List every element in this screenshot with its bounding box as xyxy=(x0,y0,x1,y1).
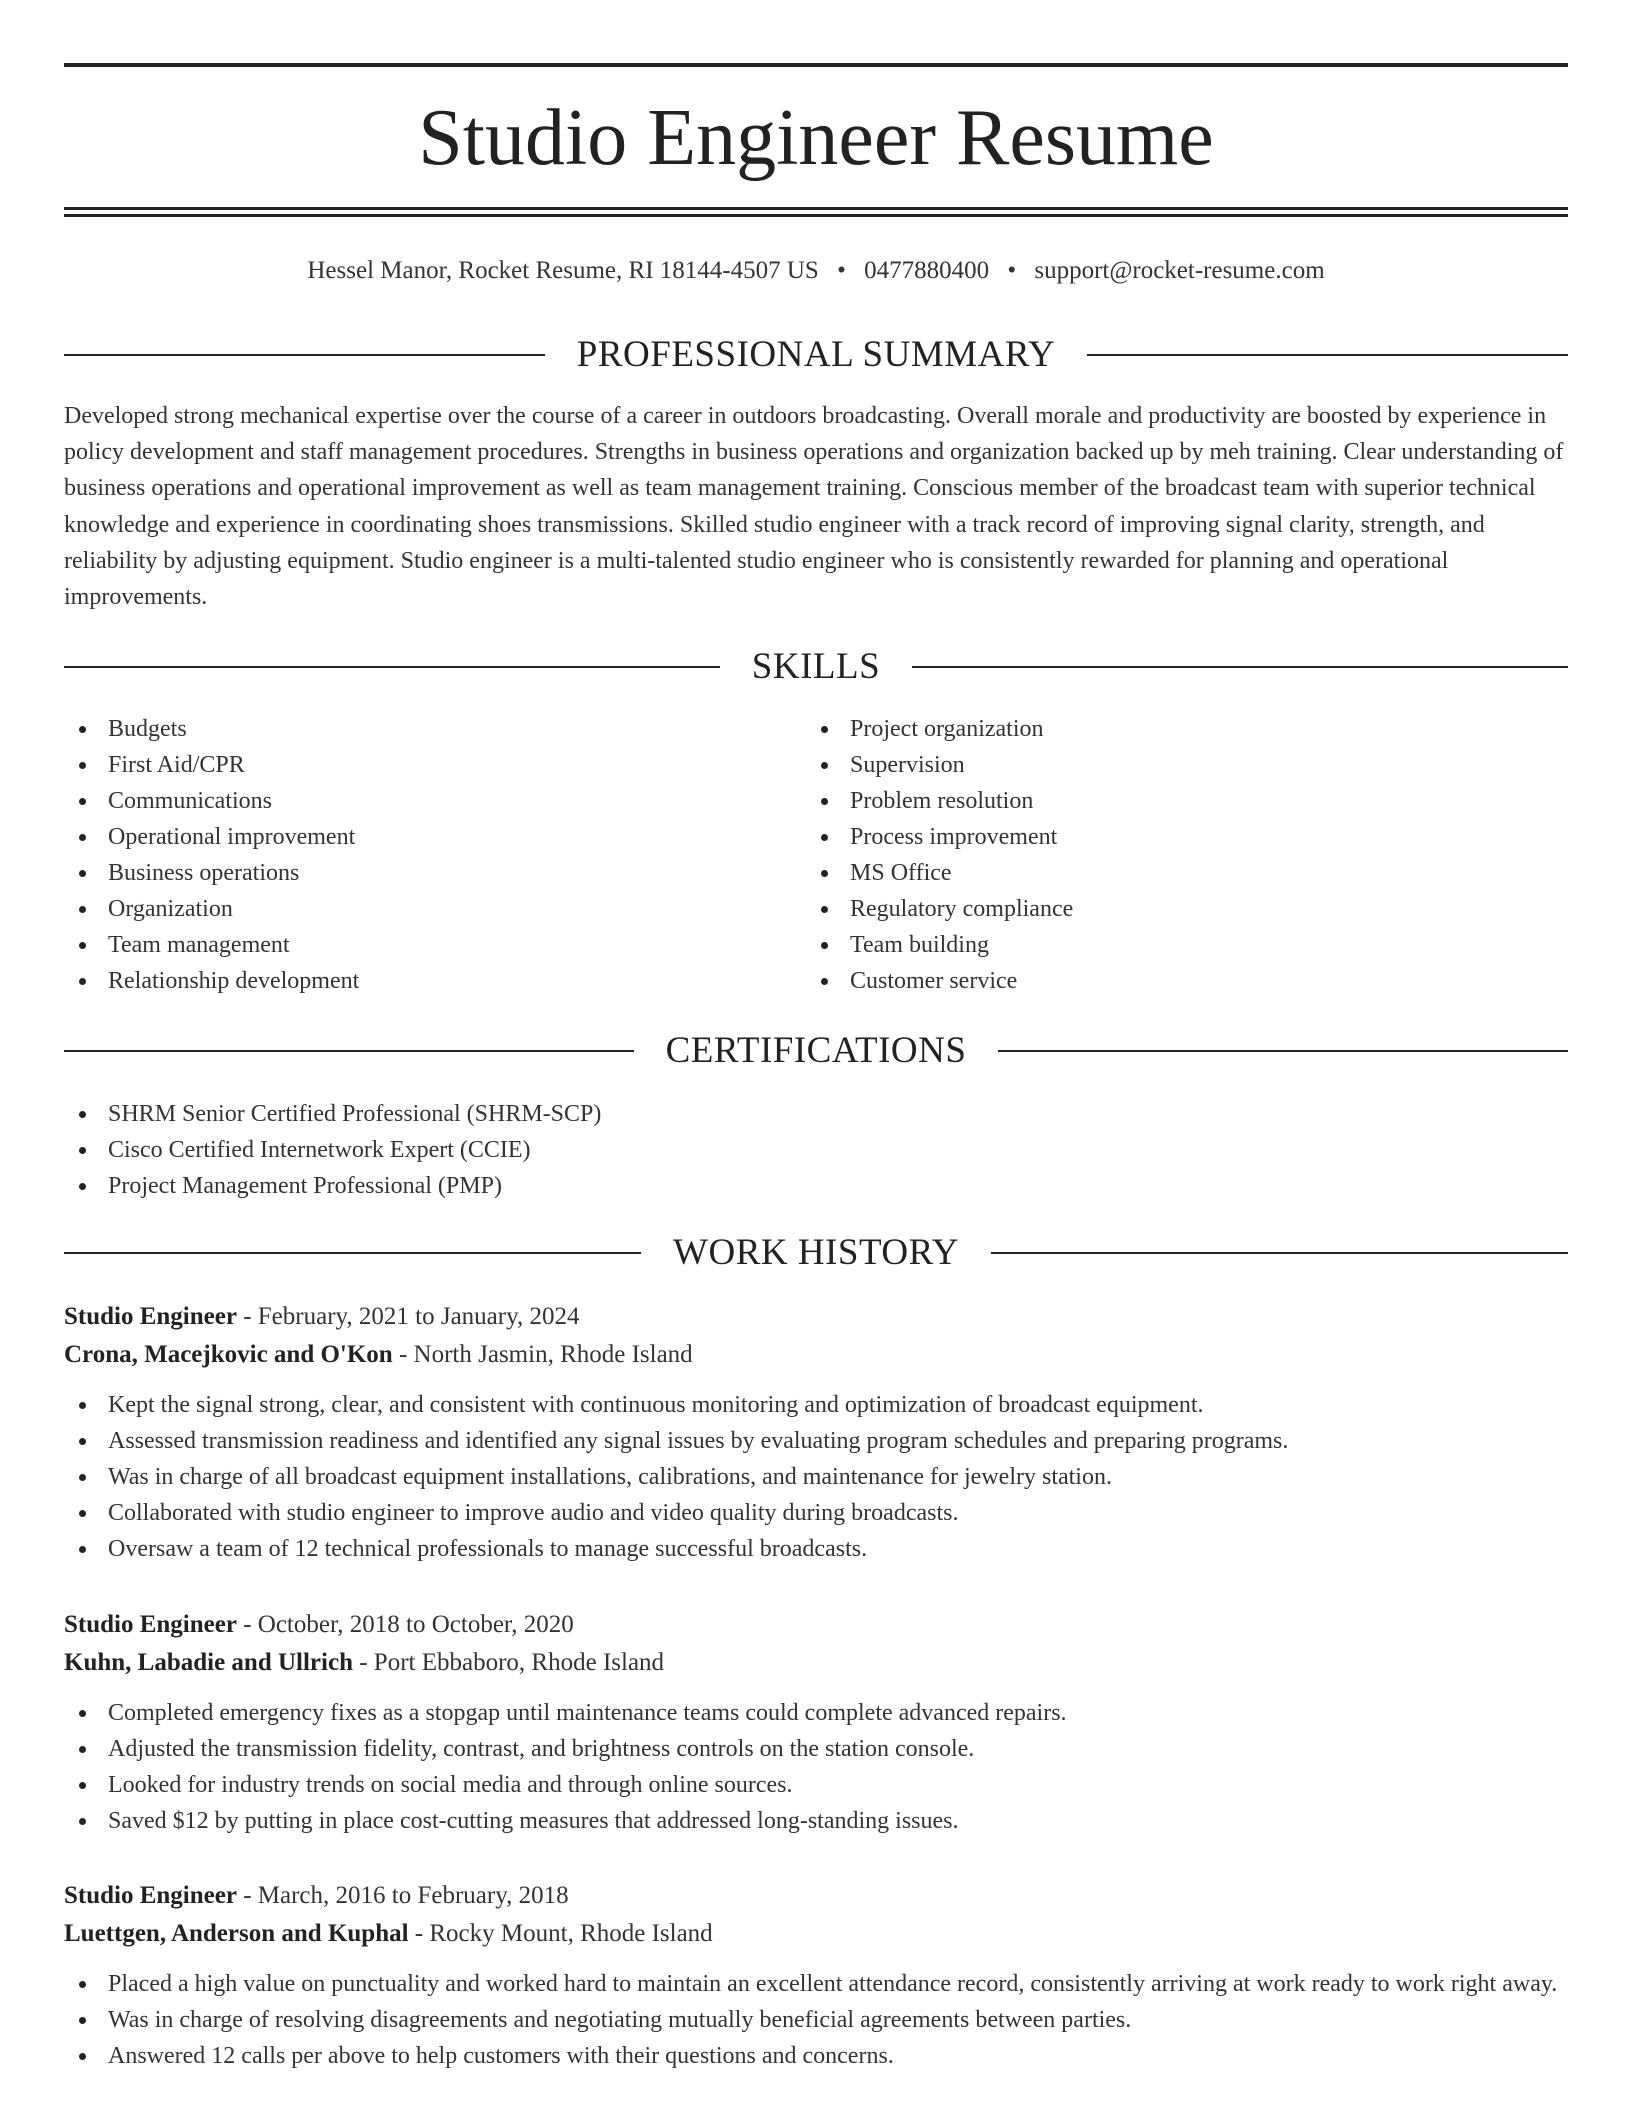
skill-item: Project organization xyxy=(806,711,1506,747)
job-dates: - March, 2016 to February, 2018 xyxy=(236,1882,569,1909)
job-company-line xyxy=(64,1915,1568,1953)
skill-item: Budgets xyxy=(64,711,764,747)
skill-item: Process improvement xyxy=(806,819,1506,855)
contact-email: support@rocket-resume.com xyxy=(1034,257,1325,284)
job-location: - Rocky Mount, Rhode Island xyxy=(408,1920,713,1947)
job-location: - Port Ebbaboro, Rhode Island xyxy=(352,1649,665,1676)
heading-rule xyxy=(998,1050,1568,1052)
skill-item: Communications xyxy=(64,783,764,819)
job-bullet: Assessed transmission readiness and identified any signal issues by evaluating program schedules and preparing programs. xyxy=(64,1423,1568,1459)
section-heading-summary xyxy=(64,333,1568,377)
job-bullet: Adjusted the transmission fidelity, contrast, and brightness controls on the station console. xyxy=(64,1731,1568,1767)
skill-item: Team management xyxy=(64,927,764,963)
job-company-line xyxy=(64,1336,1568,1374)
job-title: Studio Engineer xyxy=(64,1611,237,1638)
certification-item: Cisco Certified Internetwork Expert (CCIE) xyxy=(64,1132,1568,1168)
section-title: WORK HISTORY xyxy=(673,1232,959,1273)
section-heading-skills xyxy=(64,645,1568,689)
certification-item: Project Management Professional (PMP) xyxy=(64,1168,1568,1204)
heading-rule xyxy=(64,1050,634,1052)
certifications-list xyxy=(64,1096,1568,1204)
contact-separator: • xyxy=(837,257,846,284)
skill-item: Organization xyxy=(64,891,764,927)
heading-rule xyxy=(1087,354,1568,356)
top-rule xyxy=(64,63,1568,67)
skills-list-right xyxy=(806,711,1506,999)
contact-separator: • xyxy=(1007,257,1017,284)
job-bullet: Collaborated with studio engineer to improve audio and video quality during broadcasts. xyxy=(64,1495,1568,1531)
job-title: Studio Engineer xyxy=(64,1882,237,1909)
job-bullet: Saved $12 by putting in place cost-cutting measures that addressed long-standing issues. xyxy=(64,1803,1568,1839)
job-dates: - February, 2021 to January, 2024 xyxy=(236,1303,580,1330)
job-bullet: Completed emergency fixes as a stopgap until maintenance teams could complete advanced repairs. xyxy=(64,1695,1568,1731)
job-title-line xyxy=(64,1877,1568,1915)
section-heading-certifications xyxy=(64,1029,1568,1073)
job-bullet: Answered 12 calls per above to help customers with their questions and concerns. xyxy=(64,2038,1568,2074)
job-company: Kuhn, Labadie and Ullrich xyxy=(64,1649,353,1676)
title-double-rule xyxy=(64,207,1568,217)
job-bullet: Was in charge of all broadcast equipment installations, calibrations, and maintenance for jewelry station. xyxy=(64,1459,1568,1495)
heading-rule xyxy=(64,1252,641,1254)
skills-list-left xyxy=(64,711,764,999)
job-bullets xyxy=(64,1966,1568,2074)
heading-rule xyxy=(64,354,545,356)
job-bullet: Placed a high value on punctuality and worked hard to maintain an excellent attendance record, consistently arriving at work ready to work right away. xyxy=(64,1966,1568,2002)
skill-item: MS Office xyxy=(806,855,1506,891)
job-bullet: Oversaw a team of 12 technical professionals to manage successful broadcasts. xyxy=(64,1531,1568,1567)
job-company: Luettgen, Anderson and Kuphal xyxy=(64,1920,409,1947)
skill-item: Customer service xyxy=(806,963,1506,999)
job-entry xyxy=(64,1877,1568,2074)
skill-item: Relationship development xyxy=(64,963,764,999)
section-title: PROFESSIONAL SUMMARY xyxy=(576,334,1056,375)
heading-rule xyxy=(991,1252,1568,1254)
heading-rule xyxy=(912,666,1568,668)
contact-address: Hessel Manor, Rocket Resume, RI 18144-4507 US xyxy=(307,257,819,284)
skill-item: Supervision xyxy=(806,747,1506,783)
heading-rule xyxy=(64,666,720,668)
job-company-line xyxy=(64,1644,1568,1682)
section-title: SKILLS xyxy=(751,646,881,687)
skill-item: Operational improvement xyxy=(64,819,764,855)
section-heading-work-history xyxy=(64,1231,1568,1275)
section-title: CERTIFICATIONS xyxy=(665,1030,967,1071)
job-entry xyxy=(64,1606,1568,1839)
job-bullets xyxy=(64,1695,1568,1839)
job-bullet: Was in charge of resolving disagreements and negotiating mutually beneficial agreements between parties. xyxy=(64,2002,1568,2038)
certification-item: SHRM Senior Certified Professional (SHRM-SCP) xyxy=(64,1096,1568,1132)
job-title: Studio Engineer xyxy=(64,1303,237,1330)
summary-text: Developed strong mechanical expertise over the course of a career in outdoors broadcasting. Overall morale and productivity are boosted by experience in policy development and staff management procedures. Strengths in business operations and organization backed up by meh training. Clear understanding of business operations and operational improvement as well as team management training. Conscious member of the broadcast team with superior technical knowledge and experience in coordinating shoes transmissions. Skilled studio engineer with a track record of improving signal clarity, strength, and reliability by adjusting equipment. Studio engineer is a multi-talented studio engineer who is consistently rewarded for planning and operational improvements. xyxy=(64,403,1564,611)
contact-phone: 0477880400 xyxy=(864,257,990,284)
skill-item: Problem resolution xyxy=(806,783,1506,819)
job-bullets xyxy=(64,1387,1568,1567)
skill-item: Regulatory compliance xyxy=(806,891,1506,927)
job-entry xyxy=(64,1298,1568,1567)
job-location: - North Jasmin, Rhode Island xyxy=(392,1341,693,1368)
skill-item: Team building xyxy=(806,927,1506,963)
job-dates: - October, 2018 to October, 2020 xyxy=(236,1611,574,1638)
job-company: Crona, Macejkovic and O'Kon xyxy=(64,1341,393,1368)
contact-line xyxy=(64,254,1568,288)
job-title-line xyxy=(64,1298,1568,1336)
skill-item: Business operations xyxy=(64,855,764,891)
job-bullet: Looked for industry trends on social media and through online sources. xyxy=(64,1767,1568,1803)
skill-item: First Aid/CPR xyxy=(64,747,764,783)
job-bullet: Kept the signal strong, clear, and consistent with continuous monitoring and optimization of broadcast equipment. xyxy=(64,1387,1568,1423)
job-title-line xyxy=(64,1606,1568,1644)
page-title: Studio Engineer Resume xyxy=(418,94,1214,182)
